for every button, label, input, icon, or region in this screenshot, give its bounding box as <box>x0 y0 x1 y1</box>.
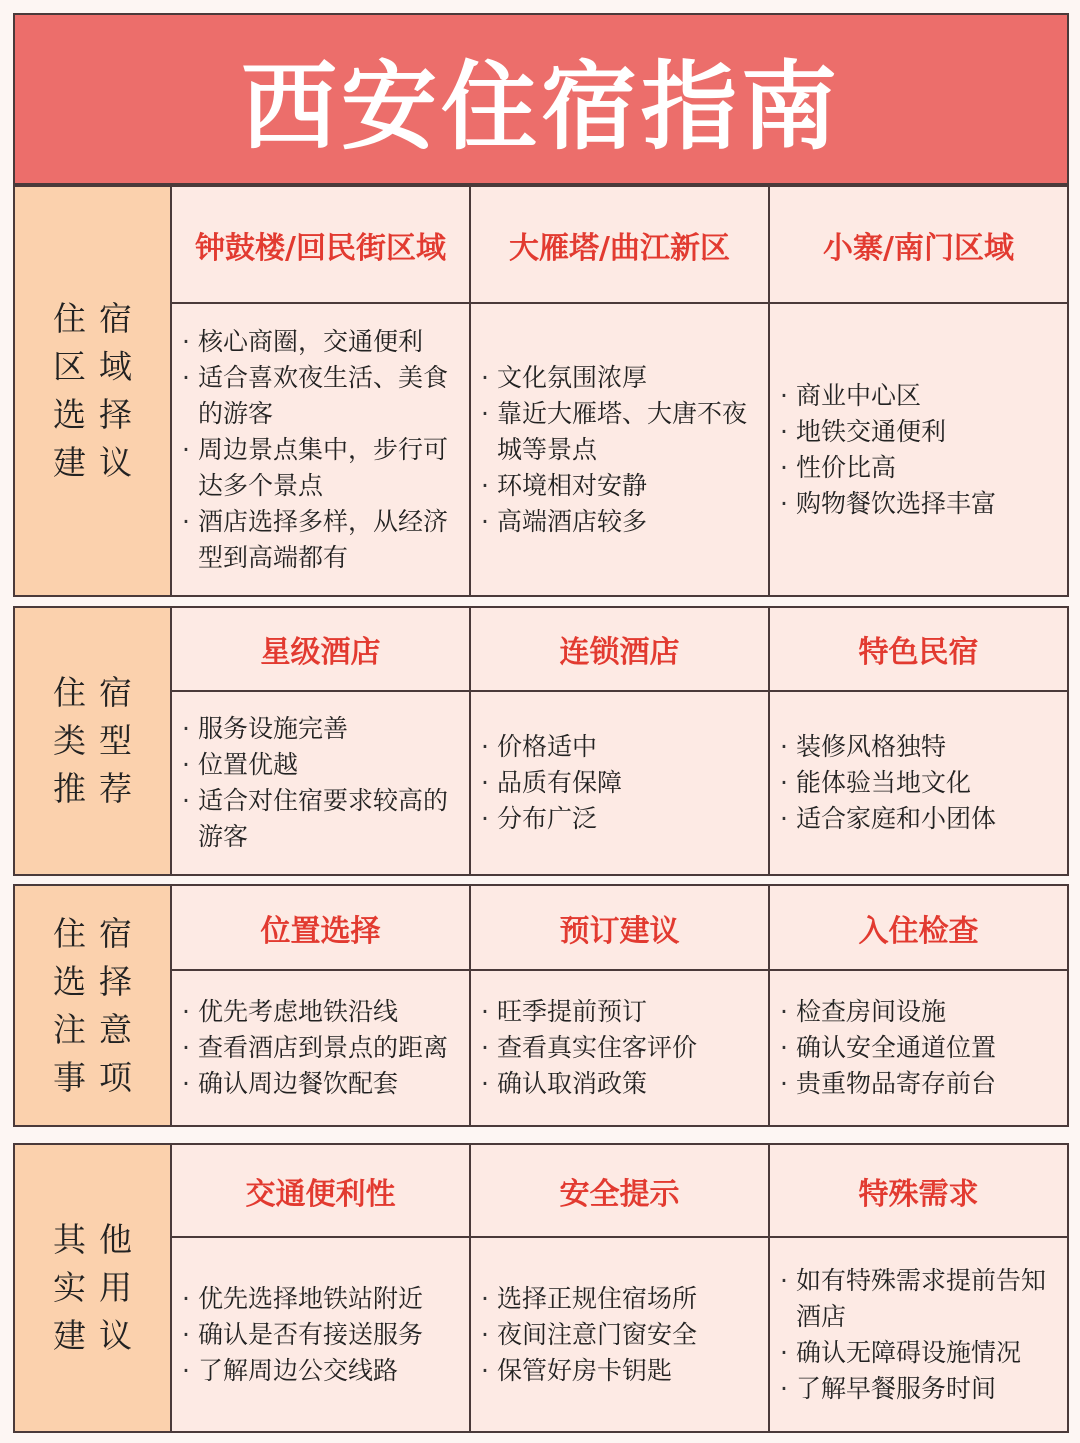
list-item: · 地铁交通便利 <box>780 414 1061 450</box>
list-item: · 确认取消政策 <box>481 1066 762 1102</box>
column-heading: 位置选择 <box>172 886 471 971</box>
list-item: · 酒店选择多样，从经济型到高端都有 <box>182 504 463 576</box>
column-body <box>471 304 770 595</box>
column-heading: 入住检查 <box>770 886 1067 971</box>
column-body <box>471 971 770 1125</box>
list-item: · 确认是否有接送服务 <box>182 1317 463 1353</box>
column-body <box>172 1238 471 1431</box>
list-item: · 性价比高 <box>780 450 1061 486</box>
label-char: 选 <box>53 395 86 434</box>
list-item: · 贵重物品寄存前台 <box>780 1066 1061 1102</box>
column-heading: 钟鼓楼/回民街区域 <box>172 187 471 304</box>
list-item: · 旺季提前预订 <box>481 994 762 1030</box>
column-body <box>471 692 770 874</box>
label-char: 择 <box>99 961 132 1001</box>
label-char: 型 <box>99 721 132 760</box>
list-item: · 适合对住宿要求较高的游客 <box>182 783 463 855</box>
label-char: 住 <box>53 913 86 953</box>
column-body <box>172 692 471 874</box>
list-item: · 确认周边餐饮配套 <box>182 1066 463 1102</box>
column-heading: 星级酒店 <box>172 608 471 692</box>
column-body <box>770 1238 1067 1431</box>
list-item: · 了解早餐服务时间 <box>780 1371 1061 1407</box>
section-other <box>13 1143 1069 1433</box>
column-heading: 交通便利性 <box>172 1145 471 1238</box>
column-heading: 安全提示 <box>471 1145 770 1238</box>
list-item: · 分布广泛 <box>481 801 762 837</box>
label-char: 住 <box>53 673 86 712</box>
list-item: · 商业中心区 <box>780 378 1061 414</box>
list-item: · 文化氛围浓厚 <box>481 360 762 396</box>
label-char: 区 <box>53 347 86 386</box>
column-body <box>471 1238 770 1431</box>
section-area <box>13 185 1069 597</box>
column-body <box>770 971 1067 1125</box>
label-char: 择 <box>99 395 132 434</box>
list-item: · 查看真实住客评价 <box>481 1030 762 1066</box>
label-char: 议 <box>99 1316 132 1355</box>
list-item: · 查看酒店到景点的距离 <box>182 1030 463 1066</box>
list-item: · 了解周边公交线路 <box>182 1353 463 1389</box>
list-item: · 确认无障碍设施情况 <box>780 1335 1061 1371</box>
list-item: · 检查房间设施 <box>780 994 1061 1030</box>
column-heading: 连锁酒店 <box>471 608 770 692</box>
label-char: 建 <box>53 1316 86 1355</box>
column-body <box>172 304 471 595</box>
label-char: 其 <box>53 1220 86 1259</box>
label-char: 推 <box>53 769 86 808</box>
list-item: · 核心商圈，交通便利 <box>182 324 463 360</box>
list-item: · 能体验当地文化 <box>780 765 1061 801</box>
label-char: 议 <box>99 443 132 482</box>
label-char: 项 <box>99 1057 132 1097</box>
list-item: · 选择正规住宿场所 <box>481 1281 762 1317</box>
label-char: 选 <box>53 961 86 1001</box>
column-heading: 大雁塔/曲江新区 <box>471 187 770 304</box>
list-item: · 品质有保障 <box>481 765 762 801</box>
column-body <box>770 304 1067 595</box>
label-char: 荐 <box>99 769 132 808</box>
list-item: · 位置优越 <box>182 747 463 783</box>
section-label <box>15 1145 172 1431</box>
label-char: 类 <box>53 721 86 760</box>
label-char: 域 <box>99 347 132 386</box>
title-banner <box>13 13 1069 185</box>
section-tips <box>13 884 1069 1127</box>
list-item: · 夜间注意门窗安全 <box>481 1317 762 1353</box>
label-char: 注 <box>53 1009 86 1049</box>
list-item: · 靠近大雁塔、大唐不夜城等景点 <box>481 396 762 468</box>
section-type <box>13 606 1069 876</box>
list-item: · 环境相对安静 <box>481 468 762 504</box>
label-char: 宿 <box>99 673 132 712</box>
list-item: · 优先选择地铁站附近 <box>182 1281 463 1317</box>
list-item: · 价格适中 <box>481 729 762 765</box>
label-char: 实 <box>53 1268 86 1307</box>
label-char: 用 <box>99 1268 132 1307</box>
section-label <box>15 608 172 874</box>
column-heading: 特色民宿 <box>770 608 1067 692</box>
column-heading: 特殊需求 <box>770 1145 1067 1238</box>
section-label <box>15 886 172 1125</box>
list-item: · 装修风格独特 <box>780 729 1061 765</box>
label-char: 宿 <box>99 299 132 338</box>
list-item: · 适合喜欢夜生活、美食的游客 <box>182 360 463 432</box>
label-char: 事 <box>53 1057 86 1097</box>
list-item: · 确认安全通道位置 <box>780 1030 1061 1066</box>
list-item: · 购物餐饮选择丰富 <box>780 486 1061 522</box>
column-body <box>770 692 1067 874</box>
list-item: · 如有特殊需求提前告知酒店 <box>780 1263 1061 1335</box>
label-char: 意 <box>99 1009 132 1049</box>
column-heading: 预订建议 <box>471 886 770 971</box>
list-item: · 周边景点集中，步行可达多个景点 <box>182 432 463 504</box>
list-item: · 优先考虑地铁沿线 <box>182 994 463 1030</box>
section-label <box>15 187 172 595</box>
column-heading: 小寨/南门区域 <box>770 187 1067 304</box>
list-item: · 服务设施完善 <box>182 711 463 747</box>
list-item: · 适合家庭和小团体 <box>780 801 1061 837</box>
label-char: 住 <box>53 299 86 338</box>
column-body <box>172 971 471 1125</box>
label-char: 建 <box>53 443 86 482</box>
page-title: 西安住宿指南 <box>241 50 841 163</box>
list-item: · 高端酒店较多 <box>481 504 762 540</box>
label-char: 宿 <box>99 913 132 953</box>
list-item: · 保管好房卡钥匙 <box>481 1353 762 1389</box>
label-char: 他 <box>99 1220 132 1259</box>
